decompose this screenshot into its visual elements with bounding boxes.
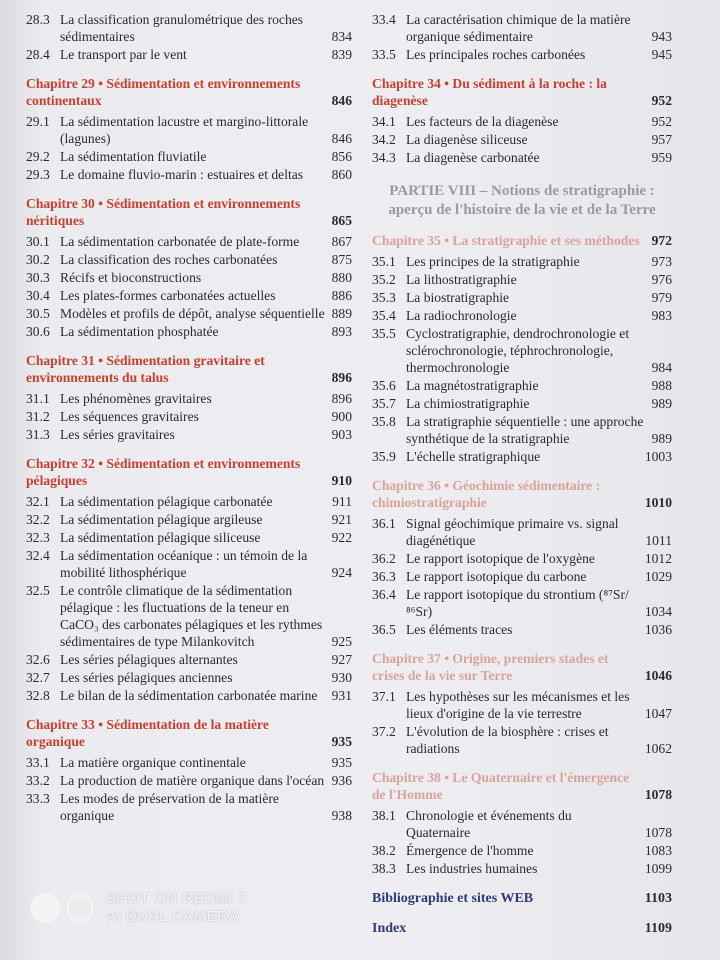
page-number: 1083	[644, 843, 672, 858]
toc-entry	[372, 448, 672, 465]
section-number: 30.5	[26, 306, 50, 321]
section-title: La biostratigraphie	[406, 290, 510, 305]
section-number: 35.1	[372, 254, 396, 269]
section-number: 35.8	[372, 414, 396, 429]
toc-entry	[372, 131, 672, 148]
toc-entry	[26, 46, 352, 63]
section-title: Les séries pélagiques alternantes	[60, 652, 238, 667]
page-number: 922	[331, 530, 352, 545]
toc-entry	[26, 529, 352, 546]
toc-entry	[372, 11, 672, 45]
page-number: 925	[331, 634, 352, 649]
section-number: 35.5	[372, 326, 396, 341]
toc-entry	[372, 860, 672, 877]
section-title: La sédimentation phosphatée	[60, 324, 219, 339]
page-number: 896	[331, 391, 352, 406]
part-heading: PARTIE VIII – Notions de stratigraphie : aperçu de l'histoire de la vie et de la Terre	[388, 183, 656, 218]
page-number: 957	[651, 132, 672, 147]
page-number: 893	[331, 324, 352, 339]
toc-entry	[372, 271, 672, 288]
toc-entry	[372, 413, 672, 447]
chapter-title: Chapitre 29 • Sédimentation et environnements continentaux	[26, 76, 301, 108]
toc-entry	[372, 325, 672, 376]
section-title: La magnétostratigraphie	[406, 378, 539, 393]
section-title: Les séquences gravitaires	[60, 409, 199, 424]
section-number: 37.2	[372, 724, 396, 739]
page-number: 1003	[644, 449, 672, 464]
page-number: 973	[651, 254, 672, 269]
section-title: La production de matière organique dans l'océan	[60, 773, 325, 788]
section-number: 29.3	[26, 167, 50, 182]
section-number: 36.5	[372, 622, 396, 637]
section-number: 30.3	[26, 270, 50, 285]
section-title: La sédimentation pélagique carbonatée	[60, 494, 273, 509]
section-number: 32.3	[26, 530, 50, 545]
chapter-page: 1046	[644, 668, 672, 683]
chapter-heading	[26, 75, 352, 109]
section-title: Le domaine fluvio-marin : estuaires et deltas	[60, 167, 304, 182]
section-number: 38.1	[372, 808, 396, 823]
section-title: La stratigraphie séquentielle : une approche synthétique de la stratigraphie	[406, 414, 644, 446]
backmatter-entry	[372, 891, 672, 907]
section-title: Les principales roches carbonées	[406, 47, 586, 62]
toc-entry	[26, 166, 352, 183]
toc-entry	[26, 790, 352, 824]
section-title: La radiochronologie	[406, 308, 517, 323]
section-number: 35.9	[372, 449, 396, 464]
section-title: La sédimentation pélagique argileuse	[60, 512, 263, 527]
section-number: 30.4	[26, 288, 50, 303]
chapter-title: Chapitre 38 • Le Quaternaire et l'émergence de l'Homme	[372, 770, 630, 802]
toc-entry	[372, 723, 672, 757]
chapter-title: Chapitre 35 • La stratigraphie et ses méthodes	[372, 233, 640, 248]
section-title: Signal géochimique primaire vs. signal diagénétique	[406, 516, 619, 548]
toc-entry	[26, 11, 352, 45]
section-number: 35.4	[372, 308, 396, 323]
section-number: 32.4	[26, 548, 50, 563]
chapter-page: 1010	[644, 495, 672, 510]
watermark-line2: AI DUAL CAMERA	[106, 908, 240, 925]
chapter-title: Chapitre 33 • Sédimentation de la matière organique	[26, 717, 269, 749]
section-number: 36.2	[372, 551, 396, 566]
section-number: 35.7	[372, 396, 396, 411]
chapter-title: Chapitre 32 • Sédimentation et environnements pélagiques	[26, 456, 301, 488]
chapter-title: Chapitre 30 • Sédimentation et environnements néritiques	[26, 196, 301, 228]
page-number: 930	[331, 670, 352, 685]
section-number: 34.2	[372, 132, 396, 147]
backmatter-page: 1109	[644, 921, 672, 936]
chapter-title: Chapitre 37 • Origine, premiers stades et crises de la vie sur Terre	[372, 651, 609, 683]
section-title: Récifs et bioconstructions	[60, 270, 202, 285]
toc-entry	[372, 586, 672, 620]
section-number: 30.1	[26, 234, 50, 249]
chapter-heading	[372, 477, 672, 511]
page-number: 989	[651, 396, 672, 411]
page-number: 927	[331, 652, 352, 667]
section-number: 32.6	[26, 652, 50, 667]
chapter-page: 952	[651, 93, 672, 108]
page-number: 880	[331, 270, 352, 285]
section-number: 33.1	[26, 755, 50, 770]
section-title: Le contrôle climatique de la sédimentation pélagique : les fluctuations de la teneur en CaCO₃ des carbonates pélagiques et les rythmes sédimentaires de type Milankovitch	[60, 583, 323, 649]
backmatter-title: Bibliographie et sites WEB	[372, 891, 534, 906]
page-number: 1078	[644, 825, 672, 840]
toc-entry	[26, 651, 352, 668]
section-number: 31.2	[26, 409, 50, 424]
section-title: Le rapport isotopique de l'oxygène	[406, 551, 595, 566]
toc-entry	[372, 807, 672, 841]
section-number: 37.1	[372, 689, 396, 704]
section-number: 36.4	[372, 587, 396, 602]
page-number: 846	[331, 131, 352, 146]
section-number: 32.5	[26, 583, 50, 598]
toc-left-column	[26, 10, 352, 825]
toc-entry	[26, 148, 352, 165]
toc-entry	[26, 251, 352, 268]
page-number: 989	[651, 431, 672, 446]
page-number: 943	[651, 29, 672, 44]
page-number: 1099	[644, 861, 672, 876]
section-number: 31.1	[26, 391, 50, 406]
toc-entry	[372, 568, 672, 585]
page-number: 945	[651, 47, 672, 62]
page-number: 984	[651, 360, 672, 375]
section-title: Les hypothèses sur les mécanismes et les lieux d'origine de la vie terrestre	[406, 689, 630, 721]
page-number: 886	[331, 288, 352, 303]
section-number: 28.3	[26, 12, 50, 27]
toc-entry	[372, 395, 672, 412]
section-title: Les phénomènes gravitaires	[60, 391, 212, 406]
section-title: La classification des roches carbonatées	[60, 252, 278, 267]
section-title: Le bilan de la sédimentation carbonatée marine	[60, 688, 318, 703]
page-number: 938	[331, 808, 352, 823]
toc-entry	[372, 149, 672, 166]
toc-entry	[26, 687, 352, 704]
section-number: 38.2	[372, 843, 396, 858]
toc-entry	[26, 493, 352, 510]
section-number: 32.8	[26, 688, 50, 703]
page-number: 900	[331, 409, 352, 424]
toc-entry	[372, 842, 672, 859]
toc-entry	[372, 621, 672, 638]
backmatter-title: Index	[372, 921, 407, 936]
page-number: 931	[331, 688, 352, 703]
chapter-title: Chapitre 36 • Géochimie sédimentaire : chimiostratigraphie	[372, 478, 601, 510]
toc-entry	[26, 323, 352, 340]
section-title: La chimiostratigraphie	[406, 396, 530, 411]
section-number: 33.5	[372, 47, 396, 62]
toc-entry	[26, 113, 352, 147]
chapter-heading	[26, 455, 352, 489]
toc-entry	[26, 233, 352, 250]
toc-entry	[372, 550, 672, 567]
section-number: 32.2	[26, 512, 50, 527]
chapter-heading	[372, 232, 672, 249]
page-number: 979	[651, 290, 672, 305]
section-number: 36.3	[372, 569, 396, 584]
page-number: 1029	[644, 569, 672, 584]
section-title: Le rapport isotopique du strontium (⁸⁷Sr/⁸⁶Sr)	[406, 587, 629, 619]
page-number: 839	[331, 47, 352, 62]
toc-entry	[26, 547, 352, 581]
section-number: 38.3	[372, 861, 396, 876]
page-number: 903	[331, 427, 352, 442]
page-number: 976	[651, 272, 672, 287]
page-number: 935	[331, 755, 352, 770]
page-number: 959	[651, 150, 672, 165]
page-number: 875	[331, 252, 352, 267]
section-number: 35.3	[372, 290, 396, 305]
section-number: 33.3	[26, 791, 50, 806]
section-title: Le transport par le vent	[60, 47, 187, 62]
section-title: Les séries pélagiques anciennes	[60, 670, 233, 685]
page-number: 860	[331, 167, 352, 182]
toc-entry	[26, 582, 352, 650]
section-title: La matière organique continentale	[60, 755, 246, 770]
toc-entry	[372, 515, 672, 549]
section-title: Cyclostratigraphie, dendrochronologie et sclérochronologie, téphrochronologie, thermochronologie	[406, 326, 630, 375]
section-title: La sédimentation pélagique siliceuse	[60, 530, 261, 545]
camera-watermark	[30, 890, 247, 926]
chapter-page: 865	[331, 213, 352, 228]
section-title: Émergence de l'homme	[406, 843, 534, 858]
page-number: 911	[332, 494, 352, 509]
page-number: 936	[331, 773, 352, 788]
section-title: Les éléments traces	[406, 622, 513, 637]
toc-entry	[26, 426, 352, 443]
toc-entry	[26, 390, 352, 407]
backmatter-entry	[372, 921, 672, 937]
section-number: 30.6	[26, 324, 50, 339]
page-number: 921	[331, 512, 352, 527]
chapter-page: 846	[331, 93, 352, 108]
page-number: 1047	[644, 706, 672, 721]
page-number: 1012	[644, 551, 672, 566]
section-title: Chronologie et événements du Quaternaire	[406, 808, 572, 840]
section-title: Les industries humaines	[406, 861, 538, 876]
toc-entry	[372, 688, 672, 722]
section-title: Les modes de préservation de la matière organique	[60, 791, 279, 823]
toc-entry	[26, 754, 352, 771]
watermark-text	[106, 890, 247, 926]
page-number: 889	[331, 306, 352, 321]
section-title: La sédimentation carbonatée de plate-forme	[60, 234, 300, 249]
toc-entry	[372, 377, 672, 394]
section-title: Le rapport isotopique du carbone	[406, 569, 587, 584]
page-number: 867	[331, 234, 352, 249]
section-title: Les facteurs de la diagenèse	[406, 114, 559, 129]
section-number: 29.1	[26, 114, 50, 129]
section-number: 33.4	[372, 12, 396, 27]
chapter-page: 910	[331, 473, 352, 488]
section-title: La classification granulométrique des roches sédimentaires	[60, 12, 304, 44]
section-number: 30.2	[26, 252, 50, 267]
chapter-title: Chapitre 31 • Sédimentation gravitaire et environnements du talus	[26, 353, 265, 385]
chapter-heading	[372, 75, 672, 109]
section-title: L'échelle stratigraphique	[406, 449, 541, 464]
toc-entry	[372, 46, 672, 63]
section-title: La diagenèse siliceuse	[406, 132, 528, 147]
chapter-heading	[372, 650, 672, 684]
section-title: L'évolution de la biosphère : crises et radiations	[406, 724, 609, 756]
page-number: 1036	[644, 622, 672, 637]
section-number: 29.2	[26, 149, 50, 164]
backmatter-page: 1103	[644, 891, 672, 906]
section-title: La diagenèse carbonatée	[406, 150, 540, 165]
section-number: 36.1	[372, 516, 396, 531]
section-number: 32.1	[26, 494, 50, 509]
chapter-heading	[372, 769, 672, 803]
section-number: 34.1	[372, 114, 396, 129]
toc-entry	[372, 113, 672, 130]
section-number: 35.2	[372, 272, 396, 287]
watermark-line1: SHOT ON REDMI 7	[106, 890, 247, 907]
section-title: Les principes de la stratigraphie	[406, 254, 580, 269]
toc-entry	[372, 289, 672, 306]
toc-entry	[26, 287, 352, 304]
chapter-page: 896	[331, 370, 352, 385]
section-title: La sédimentation fluviatile	[60, 149, 207, 164]
section-number: 35.6	[372, 378, 396, 393]
section-title: La sédimentation lacustre et margino-littorale (lagunes)	[60, 114, 309, 146]
chapter-heading	[26, 195, 352, 229]
section-title: La lithostratigraphie	[406, 272, 517, 287]
page-number: 834	[331, 29, 352, 44]
section-number: 28.4	[26, 47, 50, 62]
page-number: 856	[331, 149, 352, 164]
page-number: 983	[651, 308, 672, 323]
page-number: 952	[651, 114, 672, 129]
chapter-title: Chapitre 34 • Du sédiment à la roche : la diagenèse	[372, 76, 607, 108]
section-title: La caractérisation chimique de la matière organique sédimentaire	[406, 12, 631, 44]
section-number: 32.7	[26, 670, 50, 685]
toc-entry	[26, 269, 352, 286]
toc-entry	[26, 669, 352, 686]
watermark-dot-icon	[30, 893, 60, 923]
page-number: 1062	[644, 741, 672, 756]
section-number: 31.3	[26, 427, 50, 442]
toc-entry	[26, 408, 352, 425]
section-title: Modèles et profils de dépôt, analyse séquentielle	[60, 306, 325, 321]
page-number: 1034	[644, 604, 672, 619]
toc-entry	[26, 772, 352, 789]
chapter-page: 935	[331, 734, 352, 749]
section-number: 34.3	[372, 150, 396, 165]
page-number: 924	[331, 565, 352, 580]
page-number: 1011	[645, 533, 672, 548]
section-title: Les séries gravitaires	[60, 427, 175, 442]
chapter-heading	[26, 352, 352, 386]
toc-entry	[26, 305, 352, 322]
toc-entry	[26, 511, 352, 528]
chapter-page: 972	[651, 233, 672, 248]
watermark-ring-icon	[66, 894, 94, 922]
section-title: La sédimentation océanique : un témoin de la mobilité lithosphérique	[60, 548, 308, 580]
page-number: 988	[651, 378, 672, 393]
section-number: 33.2	[26, 773, 50, 788]
toc-entry	[372, 307, 672, 324]
toc-right-column	[372, 10, 672, 937]
chapter-page: 1078	[644, 787, 672, 802]
section-title: Les plates-formes carbonatées actuelles	[60, 288, 276, 303]
chapter-heading	[26, 716, 352, 750]
toc-entry	[372, 253, 672, 270]
